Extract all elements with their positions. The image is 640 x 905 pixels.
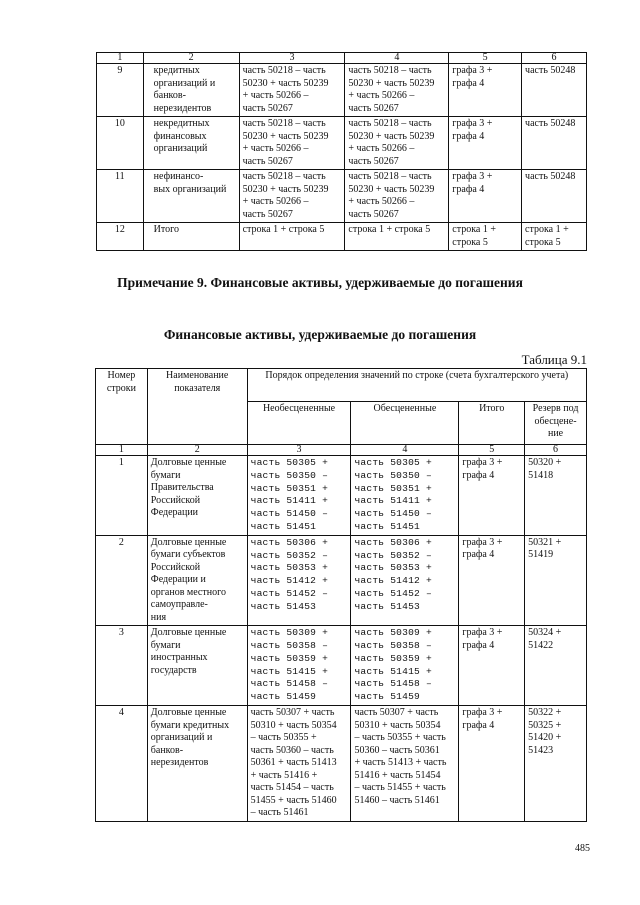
formula-col6 [522,223,587,251]
formula-impaired-line: – часть 50355 + часть [354,732,446,744]
formula-col4-line: часть 50267 [348,208,399,220]
formula-impaired-line: часть 50359 + [354,652,432,664]
header-row-number: Номер строки [96,369,148,445]
formula-unimpaired-line: 50310 + часть 50354 [250,719,337,731]
formula-col3-line: часть 50267 [242,155,293,167]
formula-col3 [239,170,345,223]
table-caption: Таблица 9.1 [521,352,587,367]
formula-unimpaired-line: часть 51452 – [250,587,329,599]
header-impaired: Обесцененные [351,402,459,445]
header-row-1 [96,369,587,402]
header-reserve: Резерв под обесцене- ние [525,402,587,445]
column-number: 1 [97,53,144,64]
formula-impaired-line: часть 51411 + [354,495,432,507]
indicator-name-line: ния [150,611,167,623]
formula-unimpaired-line: часть 50360 – часть [250,744,334,756]
table-row [96,626,587,706]
formula-reserve-line: 50322 + [528,707,562,719]
formula-unimpaired-line: часть 50350 – [250,469,329,481]
formula-col4-line: часть 50218 – часть [348,171,432,182]
formula-impaired [351,456,459,536]
column-number: 3 [239,53,345,64]
formula-unimpaired-line: 51455 + часть 51460 [250,794,337,806]
page-number: 485 [575,843,590,854]
column-number: 3 [247,445,351,456]
indicator-name-line: Итого [153,224,179,235]
formula-col4 [345,223,449,251]
main-table [95,368,587,822]
indicator-name [147,456,247,536]
indicator-name-line: кредитных [153,65,200,76]
formula-total-line: графа 3 + [462,457,503,468]
indicator-name-line: организаций и [153,77,216,89]
formula-col5 [449,117,522,170]
formula-total [459,535,525,626]
formula-col3-line: часть 50218 – часть [242,171,326,182]
header-total: Итого [459,402,525,445]
column-number: 6 [525,445,587,456]
formula-impaired-line: часть 50305 + [354,457,432,468]
formula-col4-line: + часть 50266 – [348,90,415,101]
formula-col5 [449,64,522,117]
formula-total-line: графа 4 [462,549,495,561]
formula-unimpaired [247,535,351,626]
formula-impaired-line: – часть 51455 + часть [354,782,446,794]
formula-total-line: графа 3 + [462,627,503,639]
formula-total-line: графа 4 [462,639,495,651]
indicator-name-line: банков- [153,90,186,101]
formula-unimpaired-line: часть 51453 [250,600,317,612]
header-indicator-name: Наименование показателя [147,369,247,445]
formula-impaired-line: часть 50306 + [354,536,432,548]
formula-impaired-line: 50360 – часть 50361 [354,744,440,756]
indicator-name-line: организаций [153,143,208,154]
formula-col3-line: строка 1 + строка 5 [242,224,325,235]
formula-reserve [525,535,587,626]
table-row [96,706,587,822]
table-heading: Финансовые активы, удерживаемые до погашения [163,327,477,342]
formula-col6 [522,170,587,223]
formula-col5-line: графа 4 [452,130,485,142]
formula-col4 [345,117,449,170]
formula-unimpaired-line: – часть 50355 + [250,732,317,744]
indicator-name-line: финансовых [153,130,207,142]
row-number: 3 [96,626,148,706]
formula-total-line: графа 3 + [462,707,503,719]
indicator-name [147,626,247,706]
table-row [97,117,587,170]
header-group: Порядок определения значений по строке (счета бухгалтерского учета) [247,369,586,402]
formula-col5-line: графа 4 [452,77,485,89]
formula-col3-line: 50230 + часть 50239 [242,77,329,89]
header-unimpaired: Необесцененные [247,402,351,445]
formula-col4-line: + часть 50266 – [348,196,415,207]
table-row [97,64,587,117]
formula-unimpaired [247,626,351,706]
indicator-name-line: Федерации и [150,574,206,586]
row-number: 2 [96,535,148,626]
formula-unimpaired-line: часть 51451 [250,520,317,532]
indicator-name-line: Федерации [150,507,199,518]
formula-unimpaired [247,456,351,536]
formula-impaired-line: часть 51450 – [354,508,432,520]
formula-col4 [345,64,449,117]
indicator-name [147,706,247,822]
indicator-name [143,64,239,117]
formula-col5-line: графа 3 + [452,171,493,182]
formula-reserve-line: 50325 + [528,719,562,731]
formula-impaired-line: часть 50309 + [354,627,432,639]
formula-col5-line: графа 3 + [452,65,493,76]
continuation-table [96,52,587,251]
formula-unimpaired-line: часть 51415 + [250,665,329,677]
formula-col3-line: 50230 + часть 50239 [242,130,329,142]
column-number: 4 [345,53,449,64]
formula-unimpaired-line: часть 50352 – [250,549,329,561]
formula-col6 [522,117,587,170]
formula-impaired-line: 51416 + часть 51454 [354,769,441,781]
formula-unimpaired-line: часть 51412 + [250,575,329,587]
indicator-name-line: вых организаций [153,183,227,195]
row-number: 10 [97,117,144,170]
formula-reserve-line: 50321 + [528,536,562,548]
formula-impaired-line: часть 50358 – [354,640,432,652]
formula-impaired-line: часть 50350 – [354,469,432,481]
formula-impaired-line: 50310 + часть 50354 [354,719,441,731]
column-number: 2 [147,445,247,456]
formula-col3-line: + часть 50266 – [242,90,309,101]
indicator-name-line: нерезидентов [150,757,209,769]
formula-impaired [351,535,459,626]
table-row [97,170,587,223]
formula-reserve-line: 51420 + [528,732,562,744]
indicator-name-line: Долговые ценные [150,536,227,548]
formula-reserve-line: 50320 + [528,457,562,468]
formula-total [459,626,525,706]
formula-unimpaired-line: часть 51454 – часть [250,782,334,794]
formula-col4-line: 50230 + часть 50239 [348,183,435,195]
indicator-name [143,223,239,251]
formula-impaired-line: часть 51459 [354,691,420,703]
formula-unimpaired [247,706,351,822]
formula-col6-line: строка 5 [525,236,561,248]
column-number-row [96,445,587,456]
formula-col6 [522,64,587,117]
formula-unimpaired-line: 50361 + часть 51413 [250,757,337,769]
column-number: 2 [143,53,239,64]
formula-impaired [351,706,459,822]
formula-col3-line: часть 50267 [242,102,293,114]
formula-unimpaired-line: часть 50358 – [250,640,329,652]
formula-total [459,456,525,536]
table-row [97,223,587,251]
formula-unimpaired-line: часть 51411 + [250,495,329,507]
formula-impaired-line: часть 51452 – [354,587,432,599]
indicator-name-line: нерезидентов [153,102,212,114]
formula-impaired-line: + часть 51413 + часть [354,757,447,769]
formula-col5 [449,223,522,251]
row-number: 11 [97,170,144,223]
indicator-name-line: Правительства [150,482,214,493]
formula-reserve-line: 51422 [528,639,554,651]
formula-unimpaired-line: + часть 51416 + [250,769,318,781]
formula-col3 [239,117,345,170]
row-number: 4 [96,706,148,822]
table-row [96,535,587,626]
formula-col4-line: часть 50218 – часть [348,118,432,129]
column-number: 6 [522,53,587,64]
formula-total-line: графа 3 + [462,536,503,548]
indicator-name-line: Долговые ценные [150,707,227,719]
formula-total [459,706,525,822]
formula-col4-line: 50230 + часть 50239 [348,77,435,89]
formula-col4-line: часть 50267 [348,102,399,114]
indicator-name-line: банков- [150,744,184,756]
formula-impaired-line: часть 51451 [354,520,420,532]
indicator-name-line: органов местного [150,586,226,598]
formula-col4-line: часть 50267 [348,155,399,167]
formula-impaired-line: часть 50352 – [354,549,432,561]
formula-unimpaired-line: часть 51459 [250,691,317,703]
formula-total-line: графа 4 [462,469,495,481]
formula-impaired [351,626,459,706]
formula-reserve-line: 50324 + [528,627,562,639]
indicator-name-line: бумаги [150,639,181,651]
formula-impaired-line: часть 50351 + [354,482,432,494]
formula-col4-line: часть 50218 – часть [348,65,432,76]
column-number-row [97,53,587,64]
formula-col5-line: строка 5 [452,236,488,248]
formula-total-line: графа 4 [462,719,495,731]
formula-unimpaired-line: часть 50306 + [250,536,329,548]
indicator-name [147,535,247,626]
column-number: 1 [96,445,148,456]
indicator-name-line: Российской [150,494,201,506]
formula-reserve-line: 51418 [528,469,554,481]
indicator-name-line: Российской [150,561,201,573]
column-number: 5 [459,445,525,456]
indicator-name-line: самоуправле- [150,599,208,611]
row-number: 12 [97,223,144,251]
indicator-name-line: Долговые ценные [150,627,227,639]
formula-reserve [525,626,587,706]
column-number: 5 [449,53,522,64]
formula-impaired-line: 51460 – часть 51461 [354,794,440,806]
indicator-name-line: Долговые ценные [150,457,227,468]
indicator-name-line: некредитных [153,118,210,129]
formula-reserve [525,706,587,822]
indicator-name-line: иностранных [150,652,208,664]
formula-unimpaired-line: часть 50351 + [250,482,329,494]
formula-col6-line: строка 1 + [525,224,569,235]
formula-unimpaired-line: часть 50359 + [250,652,329,664]
indicator-name-line: бумаги кредитных [150,719,230,731]
formula-col6-line: часть 50248 [525,171,576,182]
formula-col3-line: + часть 50266 – [242,196,309,207]
formula-col5 [449,170,522,223]
formula-col3-line: часть 50267 [242,208,293,220]
formula-impaired-line: часть 51412 + [354,575,432,587]
formula-col4-line: строка 1 + строка 5 [348,224,431,235]
formula-col4-line: + часть 50266 – [348,143,415,154]
formula-col3-line: 50230 + часть 50239 [242,183,329,195]
row-number: 9 [97,64,144,117]
indicator-name [143,117,239,170]
formula-impaired-line: часть 50353 + [354,562,432,574]
formula-unimpaired-line: – часть 51461 [250,807,309,819]
formula-col3-line: + часть 50266 – [242,143,309,154]
formula-unimpaired-line: часть 50353 + [250,562,329,574]
indicator-name [143,170,239,223]
formula-reserve [525,456,587,536]
indicator-name-line: государств [150,664,197,676]
formula-col6-line: часть 50248 [525,65,576,76]
formula-col5-line: графа 4 [452,183,485,195]
formula-col4 [345,170,449,223]
indicator-name-line: нефинансо- [153,171,204,182]
formula-col5-line: графа 3 + [452,118,493,129]
formula-col5-line: строка 1 + [452,224,497,235]
formula-reserve-line: 51423 [528,744,554,756]
formula-col3-line: часть 50218 – часть [242,65,326,76]
formula-col6-line: часть 50248 [525,118,576,129]
formula-impaired-line: часть 51458 – [354,678,432,690]
formula-unimpaired-line: часть 50307 + часть [250,707,335,719]
row-number: 1 [96,456,148,536]
formula-impaired-line: часть 51453 [354,600,420,612]
formula-reserve-line: 51419 [528,549,554,561]
formula-unimpaired-line: часть 51450 – [250,508,329,520]
indicator-name-line: бумаги [150,469,181,481]
formula-unimpaired-line: часть 50309 + [250,627,329,639]
formula-impaired-line: часть 50307 + часть [354,707,439,719]
formula-unimpaired-line: часть 51458 – [250,678,329,690]
formula-col3 [239,64,345,117]
column-number: 4 [351,445,459,456]
note-heading: Примечание 9. Финансовые активы, удерживаемые до погашения [117,275,523,290]
formula-col4-line: 50230 + часть 50239 [348,130,435,142]
indicator-name-line: организаций и [150,732,213,744]
formula-unimpaired-line: часть 50305 + [250,457,329,468]
formula-col3-line: часть 50218 – часть [242,118,326,129]
indicator-name-line: бумаги субъектов [150,549,226,561]
formula-col3 [239,223,345,251]
table-row [96,456,587,536]
formula-impaired-line: часть 51415 + [354,665,432,677]
